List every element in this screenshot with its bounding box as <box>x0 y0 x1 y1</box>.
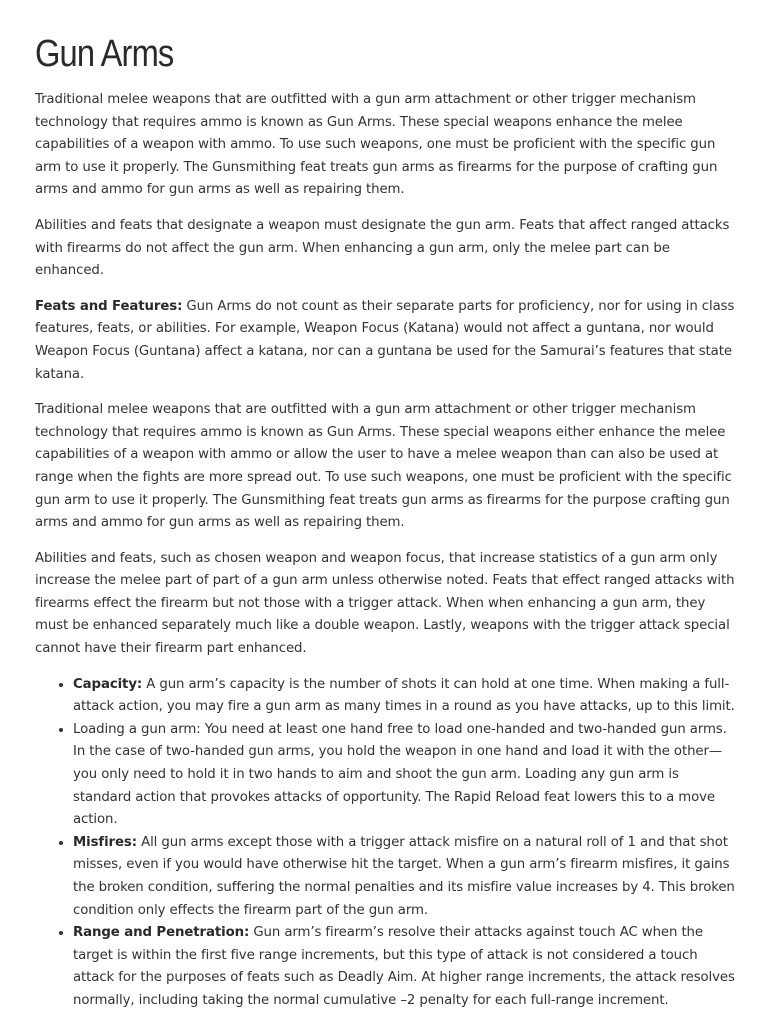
list-item-loading <box>73 719 735 832</box>
list-item-text: A gun arm’s capacity is the number of shots it can hold at one time. When making a full-attack action, you may fire a gun arm as many times in a round as you have attacks, up to this limit. <box>73 676 735 715</box>
article <box>35 28 735 1013</box>
rules-list <box>35 674 735 1013</box>
intro-paragraph: Traditional melee weapons that are outfitted with a gun arm attachment or other trigger mechanism technology that requires ammo is known as Gun Arms. These special weapons enhance the melee capabilities of a weapon with ammo. To use such weapons, one must be proficient with the specific gun arm to use it properly. The Gunsmithing feat treats gun arms as firearms for the purpose of crafting gun arms and ammo for gun arms as well as repairing them. <box>35 92 718 198</box>
feats-text: Gun Arms do not count as their separate parts for proficiency, nor for using in class features, feats, or abilities. For example, Weapon Focus (Katana) would not affect a guntana, nor would Weapon Focus (Guntana) affect a katana, nor can a guntana be used for the Samurai’s features that state katana. <box>35 298 735 382</box>
list-item-capacity <box>73 674 735 719</box>
list-item-label: Misfires: <box>73 834 137 850</box>
enhancement-paragraph: Abilities and feats, such as chosen weapon and weapon focus, that increase statistics of a gun arm only increase the melee part of part of a gun arm unless otherwise noted. Feats that effect ranged attacks with firearms effect the firearm but not those with a trigger attack. When when enhancing a gun arm, they must be enhanced separately much like a double weapon. Lastly, weapons with the trigger attack special cannot have their firearm part enhanced. <box>35 550 735 657</box>
list-item-text: Loading a gun arm: You need at least one hand free to load one-handed and two-handed gun arms. In the case of two-handed gun arms, you hold the weapon in one hand and load it with the other—you only need to hold it in two hands to aim and shoot the gun arm. Loading any gun arm is standard action that provokes attacks of opportunity. The Rapid Reload feat lowers this to a move action. <box>73 721 727 828</box>
list-item-label: Range and Penetration: <box>73 925 250 941</box>
list-item-label: Capacity: <box>73 676 143 692</box>
designation-paragraph: Abilities and feats that designate a weapon must designate the gun arm. Feats that affect ranged attacks with firearms do not affect the gun arm. When enhancing a gun arm, only the melee part can be enhanced. <box>35 217 730 279</box>
feats-label: Feats and Features: <box>35 298 183 314</box>
list-item-text: All gun arms except those with a trigger attack misfire on a natural roll of 1 and that shot misses, even if you would have otherwise hit the target. When a gun arm’s firearm misfires, it gains the broken condition, suffering the normal penalties and its misfire value increases by 4. This broken condition only effects the firearm part of the gun arm. <box>73 834 735 918</box>
list-item-range <box>73 922 735 1012</box>
gun-arms-description-paragraph: Traditional melee weapons that are outfitted with a gun arm attachment or other trigger mechanism technology that requires ammo is known as Gun Arms. These special weapons either enhance the melee capabilities of a weapon with ammo or allow the user to have a melee weapon than can also be used at range when the fights are more spread out. To use such weapons, one must be proficient with the specific gun arm to use it properly. The Gunsmithing feat treats gun arms as firearms for the purpose crafting gun arms and ammo for gun arms as well as repairing them. <box>35 402 732 531</box>
feats-paragraph <box>35 296 735 386</box>
list-item-misfires <box>73 832 735 922</box>
page-title: Gun Arms <box>35 33 174 75</box>
list-item-text: Gun arm’s firearm’s resolve their attacks against touch AC when the target is within the first five range increments, but this type of attack is not considered a touch attack for the purposes of feats such as Deadly Aim. At higher range increments, the attack resolves normally, including taking the normal cumulative –2 penalty for each full-range increment. <box>73 925 735 1008</box>
